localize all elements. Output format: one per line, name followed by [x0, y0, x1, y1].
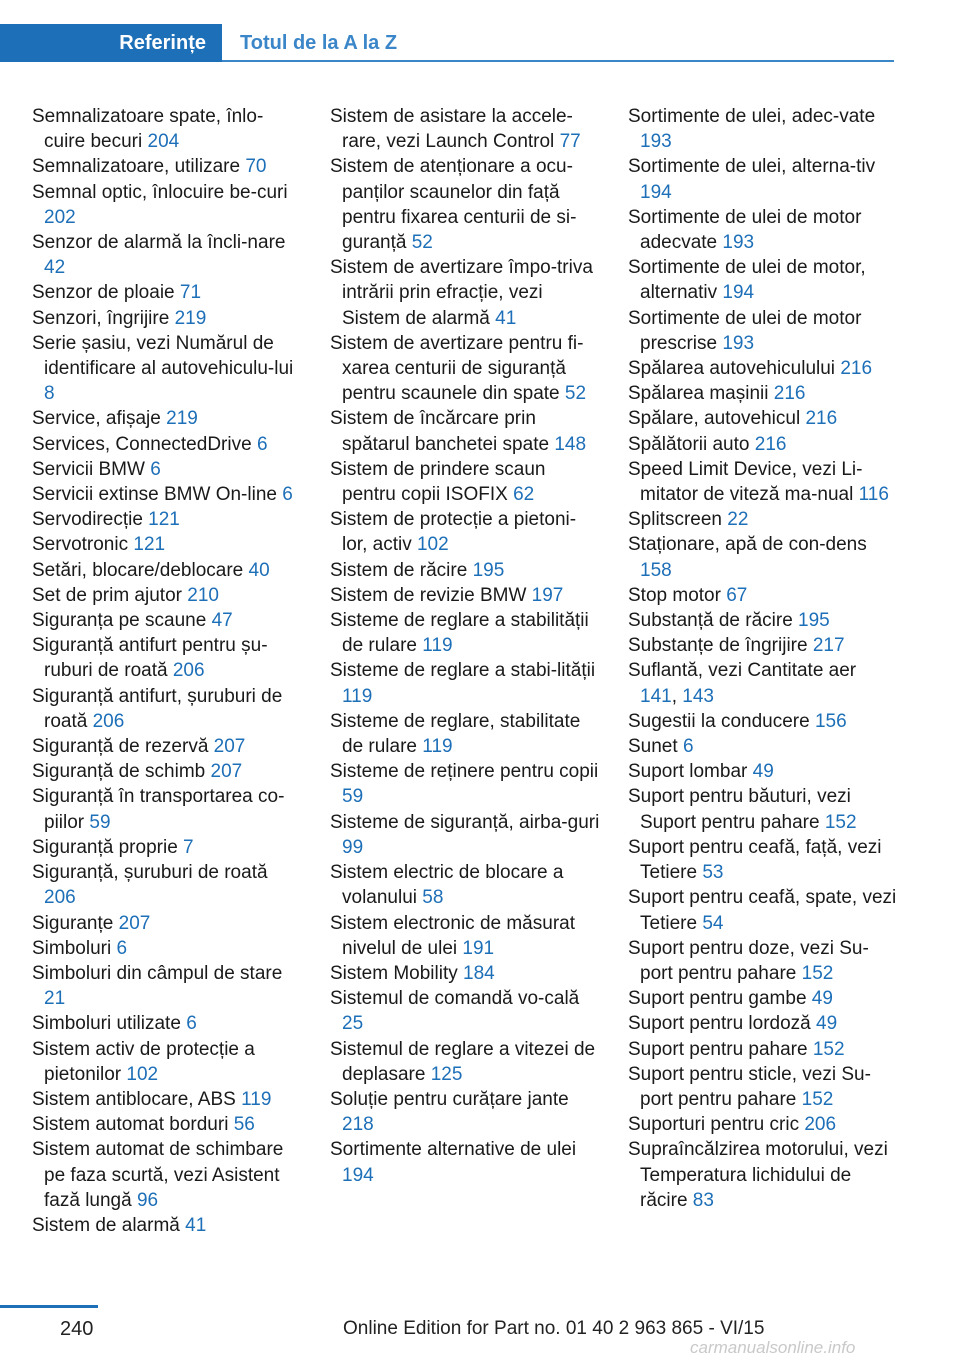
page-reference-link[interactable]: 158 [640, 559, 672, 581]
page-reference-link[interactable]: 49 [816, 1013, 838, 1035]
index-entry [330, 911, 600, 961]
page-reference-link[interactable]: 62 [513, 484, 535, 506]
index-entry [32, 734, 302, 759]
page-reference-link[interactable]: 96 [136, 1189, 159, 1211]
page-reference-link[interactable]: 58 [422, 887, 444, 909]
index-entry [628, 104, 898, 154]
entry-term: Suport pentru lordoză [628, 1013, 811, 1035]
entry-term: Suport pentru ceafă, spate, vezi Tetiere [628, 887, 897, 934]
entry-term: Simboluri [32, 937, 112, 959]
section-tab-references[interactable]: Referințe [0, 24, 222, 62]
entry-term: Sortimente de ulei, alterna-tiv [628, 156, 876, 178]
page-reference-link[interactable]: 184 [463, 962, 495, 984]
index-entry [32, 1037, 302, 1087]
entry-term: Siguranță antifurt pentru șu-ruburi de roată [32, 635, 268, 682]
index-entry [330, 986, 600, 1036]
index-entry [330, 658, 600, 708]
index-entry [628, 759, 898, 784]
entry-term: Suport pentru pahare [628, 1038, 808, 1060]
page-reference-link[interactable]: 25 [342, 1013, 364, 1035]
entry-term: Splitscreen [628, 509, 722, 531]
index-entry [32, 961, 302, 1011]
index-entry [32, 1087, 302, 1112]
page-reference-link[interactable]: 207 [118, 912, 151, 934]
entry-term: Sisteme de siguranță, airba-guri [330, 811, 600, 833]
index-entry [32, 784, 302, 834]
page-reference-link[interactable]: 143 [682, 685, 714, 707]
index-entry [628, 432, 898, 457]
index-entry [32, 432, 302, 457]
page-reference-link[interactable]: 119 [342, 685, 373, 707]
index-entry [32, 306, 302, 331]
page-reference-link[interactable]: 206 [804, 1114, 837, 1136]
page-reference-link[interactable]: 206 [44, 887, 76, 909]
page-reference-link[interactable]: 216 [773, 383, 806, 405]
entry-term: Sistem de protecție a pietoni-lor, activ [330, 509, 577, 556]
page-reference-link[interactable]: 152 [812, 1038, 845, 1060]
index-entry [628, 633, 898, 658]
index-entry [330, 759, 600, 809]
entry-term: Siguranță proprie [32, 836, 178, 858]
index-entry [32, 154, 302, 179]
index-entry [32, 759, 302, 784]
entry-term: Sortimente alternative de ulei [330, 1139, 577, 1161]
page-reference-link[interactable]: 102 [416, 534, 449, 556]
page-reference-link[interactable]: 41 [495, 307, 517, 329]
index-entry [32, 457, 302, 482]
entry-term: Sistem electronic de măsurat nivelul de ulei [330, 912, 575, 959]
index-entry [628, 885, 898, 935]
entry-term: Sistem de prindere scaun pentru copii ISOFIX [330, 458, 546, 506]
entry-term: Sistem automat borduri [32, 1114, 229, 1136]
index-entry [330, 104, 600, 154]
index-entry [330, 457, 600, 507]
index-entry [330, 810, 600, 860]
entry-term: Sistem Mobility [330, 962, 458, 984]
index-entry [32, 1137, 302, 1213]
index-entry [32, 280, 302, 305]
index-entry [628, 154, 898, 204]
entry-term: Set de prim ajutor [32, 584, 182, 606]
page-reference-link[interactable]: 6 [116, 937, 128, 959]
index-entry [628, 457, 898, 507]
page-reference-link[interactable]: 67 [726, 584, 748, 606]
page-reference-link[interactable]: 99 [342, 836, 364, 858]
page-reference-link[interactable]: 77 [559, 131, 581, 153]
page-reference-link[interactable]: 193 [640, 131, 672, 153]
watermark: carmanualsonline.info [690, 1338, 856, 1357]
page-reference-link[interactable]: 49 [811, 988, 833, 1010]
index-entry [32, 1011, 302, 1036]
index-entry [628, 406, 898, 431]
entry-term: Semnalizatoare spate, înlo-cuire becuri [32, 106, 264, 153]
page-reference-link[interactable]: 207 [213, 736, 246, 758]
entry-term: Sistem activ de protecție a pietonilor [32, 1038, 255, 1085]
index-column-2 [330, 104, 600, 1188]
page-reference-link[interactable]: 204 [147, 131, 180, 153]
entry-term: Spălare, autovehicul [628, 408, 801, 430]
index-entry [32, 608, 302, 633]
entry-term: Siguranța pe scaune [32, 610, 207, 632]
page-number: 240 [60, 1318, 94, 1340]
entry-term: Senzor de ploaie [32, 282, 175, 304]
page-reference-link[interactable]: 216 [805, 408, 838, 430]
page-reference-link[interactable]: 207 [210, 761, 243, 783]
index-entry [330, 1037, 600, 1087]
index-entry [330, 1137, 600, 1187]
index-entry [32, 532, 302, 557]
index-entry [32, 482, 302, 507]
entry-term: Soluție pentru curățare jante [330, 1088, 569, 1110]
page-reference-link[interactable]: 121 [148, 509, 180, 531]
entry-term: Siguranță în transportarea co-piilor [32, 786, 285, 833]
index-entry [32, 936, 302, 961]
index-entry [32, 1112, 302, 1137]
entry-term: Semnal optic, înlocuire be-curi [32, 181, 288, 203]
page-reference-link[interactable]: 52 [564, 383, 587, 405]
entry-term: Sistem de încărcare prin spătarul banchetei spate [330, 408, 550, 455]
page-reference-link[interactable]: 206 [172, 660, 205, 682]
page-reference-link[interactable]: 71 [179, 282, 202, 304]
entry-term: Senzor de alarmă la încli-nare [32, 232, 286, 254]
entry-term: Suporturi pentru cric [628, 1114, 800, 1136]
page-reference-link[interactable]: 152 [801, 1088, 834, 1110]
page-reference-link[interactable]: 194 [640, 181, 672, 203]
entry-term: Siguranță de schimb [32, 761, 206, 783]
entry-term: Suport pentru doze, vezi Su-port pentru pahare [628, 937, 869, 984]
index-entry [628, 608, 898, 633]
index-entry [628, 306, 898, 356]
page-reference-link[interactable]: 216 [754, 433, 787, 455]
page-reference-link[interactable]: 22 [727, 509, 749, 531]
entry-term: Sortimente de ulei de motor adecvate [628, 206, 862, 254]
page-reference-link[interactable]: 156 [814, 710, 847, 732]
index-entry [32, 583, 302, 608]
entry-term: Substanță de răcire [628, 610, 793, 632]
page-reference-link[interactable]: 6 [150, 458, 161, 480]
index-entry [330, 558, 600, 583]
index-entry [628, 356, 898, 381]
index-entry [628, 1011, 898, 1036]
index-entry [628, 1037, 898, 1062]
page-reference-link[interactable]: 148 [554, 433, 587, 455]
page-reference-link[interactable]: 152 [824, 811, 857, 833]
page-reference-link[interactable]: 216 [840, 358, 873, 380]
index-entry [330, 406, 600, 456]
index-entry [628, 986, 898, 1011]
page-reference-link[interactable]: 102 [126, 1063, 159, 1085]
entry-term: Sisteme de reglare a stabi-lității [330, 660, 596, 682]
index-column-1 [32, 104, 302, 1238]
index-entry [32, 104, 302, 154]
page-reference-link[interactable]: 6 [186, 1013, 197, 1035]
index-entry [32, 684, 302, 734]
page-reference-link[interactable]: 125 [430, 1063, 463, 1085]
entry-term: Sisteme de reglare, stabilitate de rulare [330, 710, 581, 758]
page-reference-link[interactable]: 194 [342, 1164, 374, 1186]
entry-term: Siguranțe [32, 912, 114, 934]
entry-term: Setări, blocare/deblocare [32, 559, 244, 581]
page-reference-link[interactable]: 119 [422, 635, 453, 657]
entry-term: Sistem de asistare la accele-rare, vezi Launch Control [330, 106, 573, 153]
entry-term: Suport pentru gambe [628, 988, 807, 1010]
entry-term: Speed Limit Device, vezi Li-mitator de viteză ma-nual [628, 458, 863, 506]
page-reference-link[interactable]: 121 [133, 534, 166, 556]
index-entry [628, 583, 898, 608]
page-reference-link[interactable]: 8 [44, 383, 55, 405]
index-entry [628, 835, 898, 885]
page-reference-link[interactable]: 202 [44, 206, 76, 228]
entry-term: Suport pentru ceafă, față, vezi Tetiere [628, 836, 882, 884]
index-entry [628, 1112, 898, 1137]
page-reference-link[interactable]: 218 [342, 1114, 374, 1136]
page-reference-link[interactable]: 141 [640, 685, 672, 707]
index-column-3 [628, 104, 898, 1213]
entry-term: Suport pentru sticle, vezi Su-port pentru pahare [628, 1063, 871, 1110]
index-entry [330, 608, 600, 658]
entry-term: Sisteme de reținere pentru copii [330, 761, 599, 783]
entry-term: Sistem de răcire [330, 559, 468, 581]
entry-term: Spălătorii auto [628, 433, 750, 455]
entry-term: Siguranță de rezervă [32, 736, 209, 758]
index-entry [628, 1062, 898, 1112]
index-entry [330, 255, 600, 331]
header-divider [222, 60, 894, 62]
index-entry [628, 381, 898, 406]
page-reference-link[interactable]: 119 [241, 1088, 272, 1110]
page-reference-link[interactable]: 116 [858, 484, 889, 506]
index-entry: Suflantă, vezi Cantitate aer 141, 143 [628, 660, 857, 707]
page-reference-link[interactable]: 219 [166, 408, 198, 430]
page-reference-link[interactable]: 193 [722, 232, 755, 254]
entry-term: Siguranță antifurt, șuruburi de roată [32, 685, 283, 732]
entry-term: Sortimente de ulei de motor, alternativ [628, 257, 866, 304]
entry-term: Service, afișaje [32, 408, 161, 430]
index-entry [628, 784, 898, 834]
page-reference-link[interactable]: 47 [211, 610, 233, 632]
page-reference-link[interactable]: 83 [692, 1189, 714, 1211]
page-reference-link[interactable]: 119 [422, 736, 453, 758]
entry-term: Sistemul de reglare a vitezei de deplasare [330, 1038, 596, 1085]
index-entry [32, 331, 302, 407]
entry-term: Staționare, apă de con-dens [628, 534, 867, 556]
index-entry [628, 734, 898, 759]
entry-term: Sisteme de reglare a stabilității de rulare [330, 610, 589, 657]
entry-term: Spălarea mașinii [628, 383, 769, 405]
page-reference-link[interactable]: 52 [411, 232, 433, 254]
entry-term: Suport pentru băuturi, vezi Suport pentru pahare [628, 786, 851, 833]
entry-term: Sistemul de comandă vo-cală [330, 988, 580, 1010]
index-entry [32, 633, 302, 683]
page-reference-link[interactable]: 6 [682, 736, 694, 758]
entry-term: Sortimente de ulei, adec-vate [628, 106, 876, 127]
page-reference-link[interactable]: 206 [92, 710, 125, 732]
page-reference-link[interactable]: 195 [798, 610, 830, 632]
index-entry [32, 558, 302, 583]
footer-divider [0, 1305, 98, 1308]
entry-term: Servicii extinse BMW On-line [32, 484, 277, 506]
page-reference-link[interactable]: 197 [531, 584, 564, 606]
entry-term: Sistem de alarmă [32, 1214, 180, 1236]
entry-term: Substanțe de îngrijire [628, 635, 808, 657]
index-entry [330, 1087, 600, 1137]
index-entry [330, 583, 600, 608]
page-reference-link[interactable]: 210 [187, 584, 219, 606]
page-reference-link[interactable]: 70 [245, 156, 267, 178]
entry-term: Sistem automat de schimbare pe faza scurtă, vezi Asistent fază lungă [32, 1139, 284, 1211]
entry-term: Sortimente de ulei de motor prescrise [628, 307, 862, 354]
index-entry [330, 331, 600, 407]
page-reference-link[interactable]: 191 [462, 937, 495, 959]
entry-term: Sunet [628, 736, 678, 758]
entry-term: Simboluri utilizate [32, 1013, 181, 1035]
page-reference-link[interactable]: 194 [722, 282, 755, 304]
entry-term: Senzori, îngrijire [32, 307, 170, 329]
index-entry [330, 961, 600, 986]
page-reference-link[interactable]: 193 [722, 332, 755, 354]
index-entry [32, 406, 302, 431]
entry-term: Servotronic [32, 534, 129, 556]
index-entry [32, 860, 302, 910]
index-entry [628, 507, 898, 532]
page-reference-link[interactable]: 41 [185, 1214, 207, 1236]
page-header [0, 0, 960, 64]
entry-term: Sistem de revizie BMW [330, 584, 527, 606]
entry-term: Suflantă, vezi Cantitate aer [628, 660, 857, 682]
entry-term: Sistem de avertizare pentru fi-xarea centurii de siguranță pentru scaunele din spate [330, 332, 584, 405]
index-entry [628, 205, 898, 255]
page-reference-link[interactable]: 54 [702, 912, 724, 934]
index-entry [628, 936, 898, 986]
index-entry [32, 507, 302, 532]
page-reference-link[interactable]: 195 [472, 559, 505, 581]
page-reference-link[interactable]: 6 [256, 433, 268, 455]
entry-term: Sistem de avertizare împo-triva intrării prin efracție, vezi Sistem de alarmă [330, 257, 593, 329]
entry-term: Sistem electric de blocare a volanului [330, 862, 564, 909]
page-reference-link[interactable]: 59 [89, 811, 111, 833]
page-reference-link[interactable]: 40 [248, 559, 270, 581]
page-reference-link[interactable]: 59 [342, 786, 364, 808]
index-entry [32, 180, 302, 230]
page-reference-link[interactable]: 219 [174, 307, 207, 329]
entry-term: Supraîncălzirea motorului, vezi Temperatura lichidului de răcire [628, 1139, 888, 1211]
index-entry [32, 835, 302, 860]
edition-note: Online Edition for Part no. 01 40 2 963 865 - VI/15 [343, 1318, 765, 1339]
index-entry [330, 507, 600, 557]
page-reference-link[interactable]: 7 [183, 836, 194, 858]
page-reference-link[interactable]: 21 [44, 988, 66, 1010]
index-entry [32, 911, 302, 936]
index-entry [628, 709, 898, 734]
index-entry [628, 532, 898, 582]
entry-term: Suport lombar [628, 761, 748, 783]
index-entry [330, 709, 600, 759]
entry-term: Sugestii la conducere [628, 710, 810, 732]
entry-term: Siguranță, șuruburi de roată [32, 862, 268, 884]
index-entry [32, 230, 302, 280]
entry-term: Sistem antiblocare, ABS [32, 1088, 236, 1110]
entry-term: Semnalizatoare, utilizare [32, 156, 241, 178]
entry-term: Services, ConnectedDrive [32, 433, 252, 455]
page-reference-link[interactable]: 152 [801, 962, 834, 984]
page-reference-link[interactable]: 6 [282, 484, 293, 506]
index-entry [330, 154, 600, 255]
entry-term: Servodirecție [32, 509, 143, 531]
index-entry [628, 255, 898, 305]
index-entry [628, 1137, 898, 1213]
index-entry [330, 860, 600, 910]
entry-term: Serie șasiu, vezi Numărul de identificare al autovehiculu-lui [32, 332, 294, 380]
page-reference-link[interactable]: 42 [44, 257, 66, 279]
entry-term: Sistem de atenționare a ocu-panților scaunelor din față pentru fixarea centurii de si-guranță [330, 156, 577, 254]
entry-term: Stop motor [628, 584, 721, 606]
entry-term: Spălarea autovehiculului [628, 358, 836, 380]
page-reference-link[interactable]: 56 [233, 1114, 255, 1136]
section-tab-a-to-z[interactable]: Totul de la A la Z [240, 31, 398, 54]
page-reference-link[interactable]: 217 [812, 635, 845, 657]
entry-term: Servicii BMW [32, 458, 145, 480]
page-reference-link[interactable]: 53 [702, 862, 724, 884]
index-entry [32, 1213, 302, 1238]
entry-term: Simboluri din câmpul de stare [32, 962, 283, 984]
page-reference-link[interactable]: 49 [752, 761, 774, 783]
